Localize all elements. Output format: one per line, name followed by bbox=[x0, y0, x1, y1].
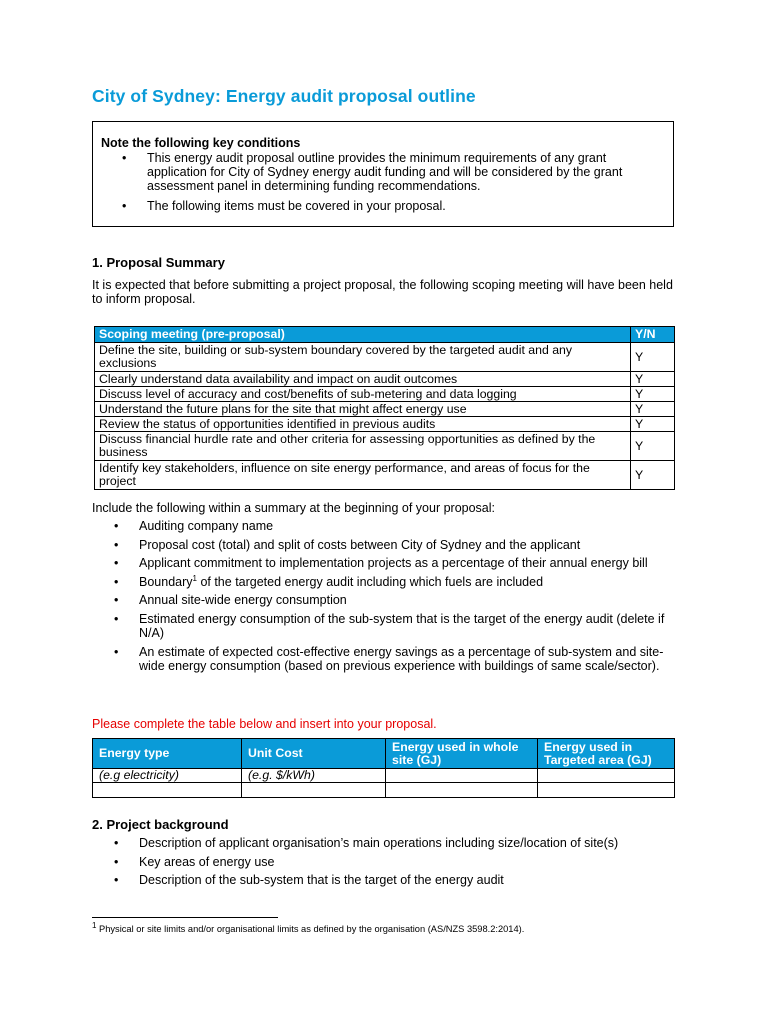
table-header-scoping: Scoping meeting (pre-proposal) bbox=[95, 327, 631, 343]
table-row bbox=[93, 769, 675, 783]
section-heading-proposal-summary: 1. Proposal Summary bbox=[92, 255, 225, 270]
table-cell: Clearly understand data availability and impact on audit outcomes bbox=[95, 372, 631, 387]
table-cell[interactable] bbox=[93, 783, 242, 798]
table-row bbox=[93, 783, 675, 798]
footnote bbox=[92, 920, 525, 934]
list-item: • The following items must be covered in your proposal. bbox=[101, 199, 665, 213]
list-item: • An estimate of expected cost-effective energy savings as a percentage of sub-system and site-wide energy consumption (based on previous experience with buildings of same scale/sector). bbox=[92, 645, 682, 673]
instruction-note: Please complete the table below and insert into your proposal. bbox=[92, 717, 437, 731]
section-heading-project-background: 2. Project background bbox=[92, 817, 229, 832]
table-header-energy-type: Energy type bbox=[93, 739, 242, 769]
table-header-row bbox=[93, 739, 675, 769]
footnote-marker: 1 bbox=[92, 920, 97, 930]
table-row bbox=[95, 417, 675, 432]
boundary-rest: of the targeted energy audit including which fuels are included bbox=[196, 574, 544, 589]
footnote-divider bbox=[92, 917, 278, 918]
table-cell: Discuss level of accuracy and cost/benefits of sub-metering and data logging bbox=[95, 387, 631, 402]
table-cell-yn: Y bbox=[631, 372, 675, 387]
key-conditions-heading: Note the following key conditions bbox=[101, 136, 301, 150]
list-item bbox=[92, 575, 682, 589]
table-header-row bbox=[95, 327, 675, 343]
table-cell[interactable] bbox=[538, 783, 675, 798]
table-row bbox=[95, 372, 675, 387]
table-cell[interactable] bbox=[386, 783, 538, 798]
table-cell: Understand the future plans for the site that might affect energy use bbox=[95, 402, 631, 417]
table-cell[interactable] bbox=[242, 783, 386, 798]
table-cell-yn: Y bbox=[631, 343, 675, 372]
table-header-yn: Y/N bbox=[631, 327, 675, 343]
key-conditions-list bbox=[101, 151, 665, 213]
list-item: • Applicant commitment to implementation projects as a percentage of their annual energy bill bbox=[92, 556, 682, 570]
summary-list bbox=[92, 519, 682, 677]
table-cell-yn: Y bbox=[631, 432, 675, 461]
table-cell: Discuss financial hurdle rate and other criteria for assessing opportunities as defined by the business bbox=[95, 432, 631, 461]
list-item: • This energy audit proposal outline provides the minimum requirements of any grant application for City of Sydney energy audit funding and will be considered by the grant assessment panel in determining funding recommendations. bbox=[101, 151, 665, 193]
summary-intro-text: Include the following within a summary at the beginning of your proposal: bbox=[92, 501, 496, 515]
table-cell[interactable] bbox=[538, 769, 675, 783]
scoping-meeting-table bbox=[94, 326, 675, 490]
list-item: • Estimated energy consumption of the sub-system that is the target of the energy audit (delete if N/A) bbox=[92, 612, 682, 640]
table-cell-yn: Y bbox=[631, 461, 675, 490]
list-item: • Key areas of energy use bbox=[92, 855, 692, 869]
table-cell: Review the status of opportunities identified in previous audits bbox=[95, 417, 631, 432]
table-row bbox=[95, 461, 675, 490]
table-row bbox=[95, 387, 675, 402]
footnote-text: Physical or site limits and/or organisational limits as defined by the organisation (AS/NZS 3598.2:2014). bbox=[96, 924, 525, 934]
table-header-unit-cost: Unit Cost bbox=[242, 739, 386, 769]
boundary-label: Boundary bbox=[139, 574, 193, 589]
table-cell[interactable] bbox=[386, 769, 538, 783]
page-title: City of Sydney: Energy audit proposal outline bbox=[92, 86, 476, 106]
footnote-ref[interactable]: 1 bbox=[192, 573, 197, 583]
list-item: • Auditing company name bbox=[92, 519, 682, 533]
table-cell: Identify key stakeholders, influence on site energy performance, and areas of focus for the project bbox=[95, 461, 631, 490]
energy-table bbox=[92, 738, 675, 798]
table-cell[interactable]: (e.g. $/kWh) bbox=[242, 769, 386, 783]
table-cell: Define the site, building or sub-system boundary covered by the targeted audit and any exclusions bbox=[95, 343, 631, 372]
table-cell-yn: Y bbox=[631, 402, 675, 417]
list-item: • Proposal cost (total) and split of costs between City of Sydney and the applicant bbox=[92, 538, 682, 552]
table-row bbox=[95, 402, 675, 417]
table-cell-yn: Y bbox=[631, 387, 675, 402]
table-cell-yn: Y bbox=[631, 417, 675, 432]
table-cell[interactable]: (e.g electricity) bbox=[93, 769, 242, 783]
table-header-whole-site: Energy used in whole site (GJ) bbox=[386, 739, 538, 769]
background-list bbox=[92, 836, 692, 892]
table-row bbox=[95, 343, 675, 372]
key-conditions-box bbox=[92, 121, 674, 227]
table-header-targeted-area: Energy used in Targeted area (GJ) bbox=[538, 739, 675, 769]
list-item: • Description of applicant organisation’s main operations including size/location of site(s) bbox=[92, 836, 692, 850]
list-item: • Description of the sub-system that is the target of the energy audit bbox=[92, 873, 692, 887]
table-row bbox=[95, 432, 675, 461]
list-item: • Annual site-wide energy consumption bbox=[92, 593, 682, 607]
proposal-intro-text: It is expected that before submitting a project proposal, the following scoping meeting will have been held to inform proposal. bbox=[92, 278, 673, 306]
